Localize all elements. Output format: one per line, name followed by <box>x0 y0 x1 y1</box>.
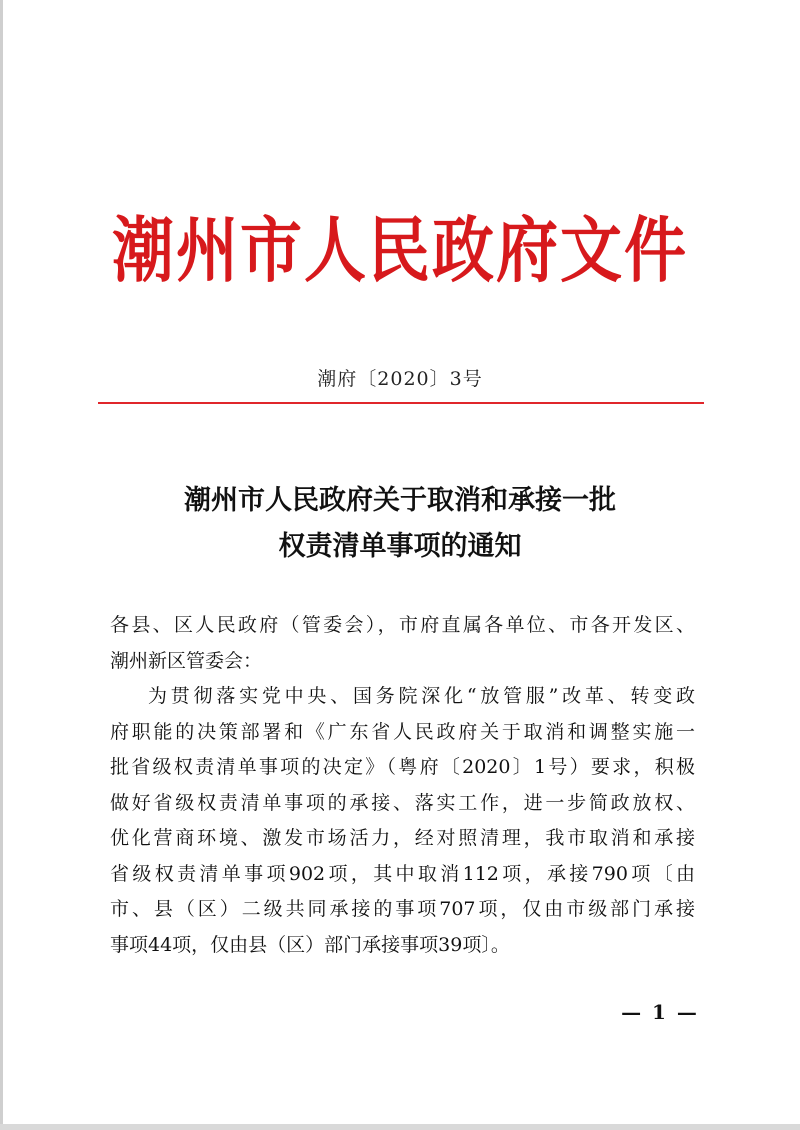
page-bottom-border <box>0 1124 800 1130</box>
addressee-line-1: 各县、区人民政府（管委会），市府直属各单位、市各开发区、 <box>110 614 695 636</box>
paragraph-line-1: 为贯彻落实党中央、国务院深化“放管服”改革、转变政 <box>148 685 695 707</box>
paragraph-line-6: 省级权责清单事项902项，其中取消112项，承接790项〔由 <box>110 862 695 885</box>
paragraph-line-8: 事项44项，仅由县（区）部门承接事项39项〕。 <box>110 933 510 956</box>
paragraph-line-3: 批省级权责清单事项的决定》（粤府〔2020〕1号）要求，积极 <box>110 756 695 778</box>
masthead-title: 潮州市人民政府文件 <box>111 208 688 293</box>
paragraph-line-7: 市、县（区）二级共同承接的事项707项，仅由市级部门承接 <box>110 898 695 920</box>
red-divider-line <box>98 402 704 404</box>
title-line-1: 潮州市人民政府关于取消和承接一批 <box>184 485 616 516</box>
addressee-line-2: 潮州新区管委会： <box>110 649 263 672</box>
paragraph-line-5: 优化营商环境、激发市场活力，经对照清理，我市取消和承接 <box>110 827 695 849</box>
title-line-2: 权责清单事项的通知 <box>278 531 522 562</box>
page-left-border <box>0 0 3 1130</box>
document-body <box>110 608 695 963</box>
paragraph-line-2: 府职能的决策部署和《广东省人民政府关于取消和调整实施一 <box>110 720 695 743</box>
paragraph-line-4: 做好省级权责清单事项的承接、落实工作，进一步简政放权、 <box>110 791 695 814</box>
page-number: — 1 — <box>621 1000 699 1024</box>
document-title <box>100 478 700 570</box>
document-number: 潮府〔2020〕3号 <box>317 368 483 390</box>
